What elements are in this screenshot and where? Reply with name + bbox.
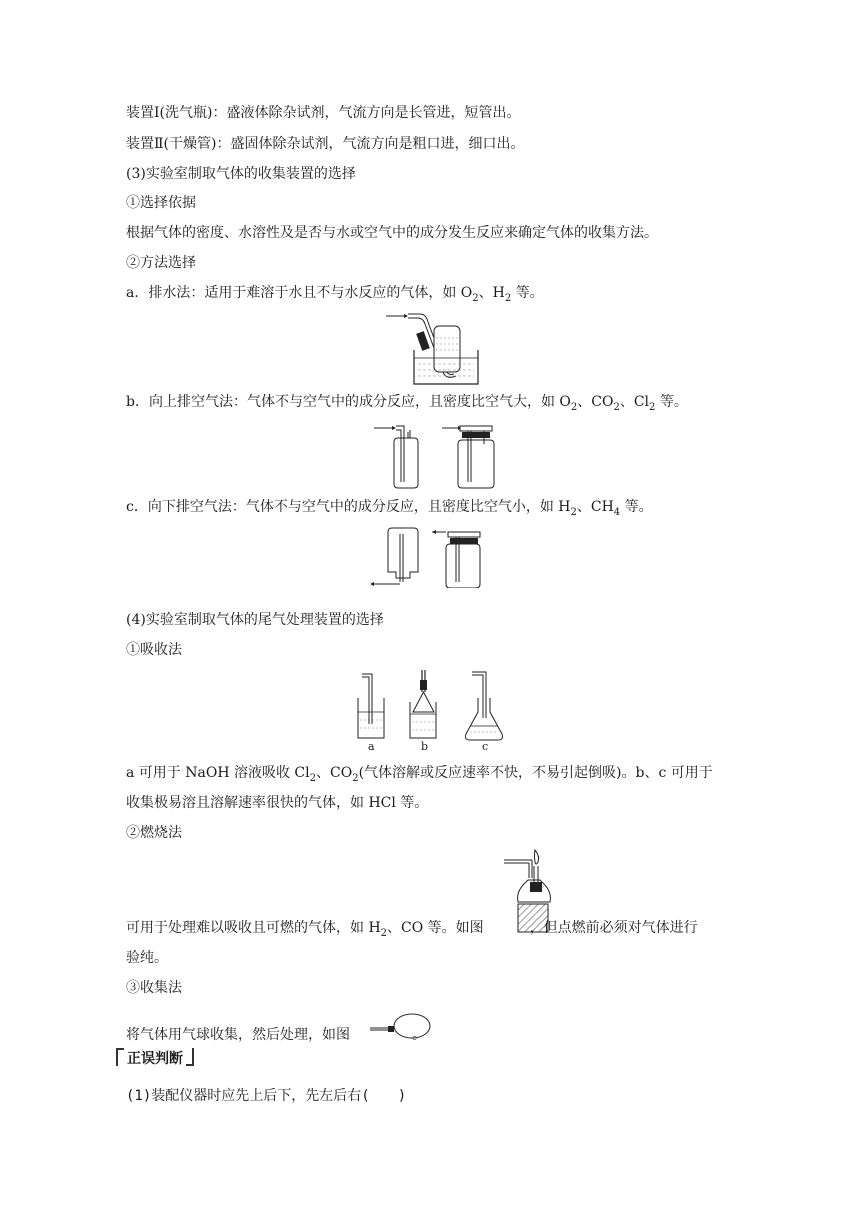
text-line-upward-air: b．向上排空气法：气体不与空气中的成分反应，且密度比空气大，如 $O_2$、$CO_2$、$Cl_2$ 等。	[126, 394, 688, 413]
text-line-9: ②燃烧法	[126, 825, 182, 841]
text-line-absorption-1: a 可用于 NaOH 溶液吸收 $Cl_2$、$CO_2$(气体溶解或反应速率不快，不易引起倒吸)。b、c 可用于	[126, 765, 713, 784]
question-1: (1)装配仪器时应先上后下，先左后右( )	[126, 1088, 407, 1104]
text-line-burn-1: 可用于处理难以吸收且可燃的气体，如 $H_2$、CO 等。如图 ，但点燃前必须对气体进行	[126, 920, 698, 939]
upward-air-figure	[372, 420, 496, 490]
text-line-water-method: a．排水法：适用于难溶于水且不与水反应的气体，如 $O_2$、$H_2$ 等。	[126, 285, 544, 304]
text-line-balloon: 将气体用气球收集，然后处理，如图 。	[126, 1027, 426, 1043]
text-line-3: (3)实验室制取气体的收集装置的选择	[126, 166, 356, 182]
text-line-2: 装置Ⅱ(干燥管)：盛固体除杂试剂，气流方向是粗口进，细口出。	[126, 136, 525, 152]
figure-label-c: c	[482, 740, 489, 753]
water-displacement-figure	[384, 308, 484, 388]
bracket-right-icon	[186, 1048, 194, 1066]
section-header	[116, 1048, 194, 1068]
text-line-8: ①吸收法	[126, 642, 182, 658]
text-line-6: ②方法选择	[126, 255, 196, 271]
figure-label-a: a	[368, 740, 375, 753]
text-line-10: ③收集法	[126, 980, 182, 996]
text-line-absorption-2: 收集极易溶且溶解速率很快的气体，如 HCl 等。	[126, 795, 429, 811]
text-line-7: (4)实验室制取气体的尾气处理装置的选择	[126, 612, 384, 628]
text-line-1: 装置Ⅰ(洗气瓶)：盛液体除杂试剂，气流方向是长管进，短管出。	[126, 105, 521, 121]
text-line-4: ①选择依据	[126, 195, 196, 211]
balloon-figure	[370, 1010, 432, 1040]
section-title: 正误判断	[127, 1051, 183, 1067]
text-line-downward-air: c．向下排空气法：气体不与空气中的成分反应，且密度比空气小，如 $H_2$、$CH_4$ 等。	[126, 499, 653, 518]
absorption-figure	[352, 668, 512, 754]
bracket-left-icon	[116, 1048, 124, 1066]
figure-label-b: b	[421, 740, 429, 753]
downward-air-figure	[370, 526, 482, 588]
text-line-burn-2: 验纯。	[126, 950, 168, 966]
text-line-5: 根据气体的密度、水溶性及是否与水或空气中的成分发生反应来确定气体的收集方法。	[126, 225, 658, 241]
